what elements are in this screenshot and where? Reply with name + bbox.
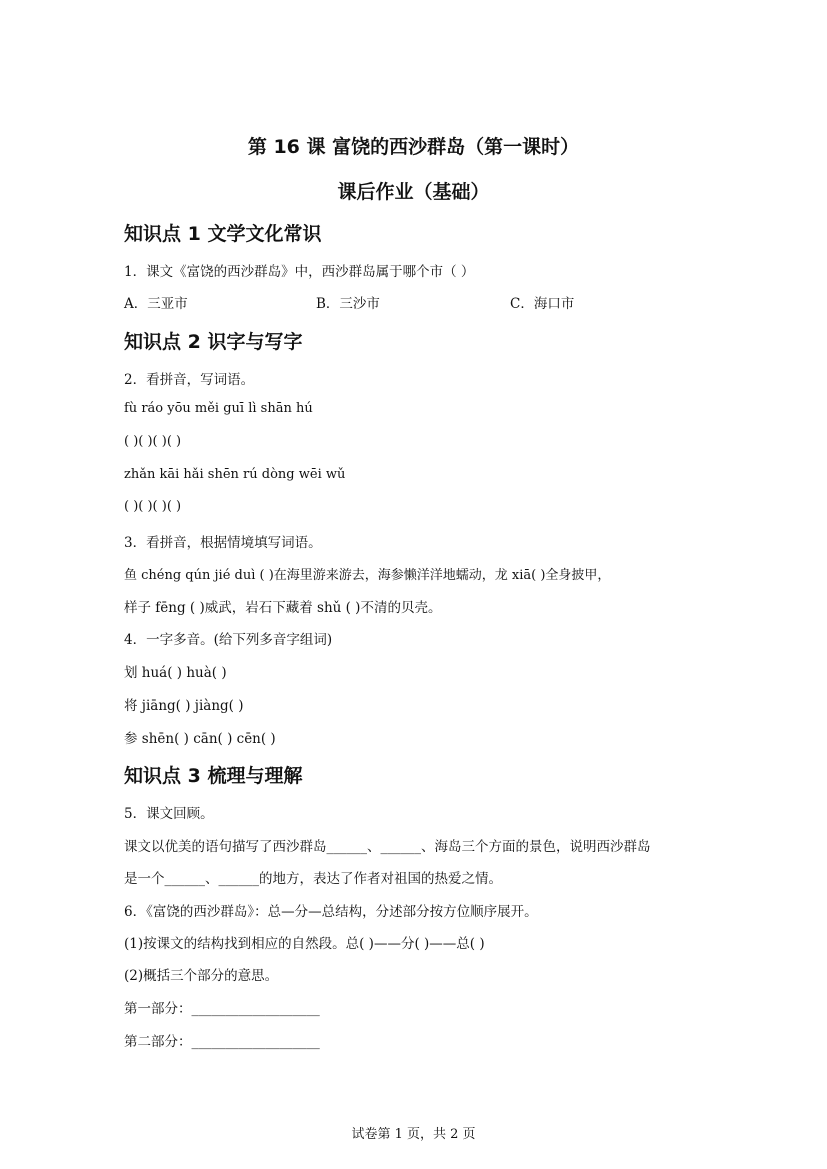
page-footer: 试卷第 1 页，共 2 页 [351, 1127, 476, 1142]
question-6-sub-1: (1)按课文的结构找到相应的自然段。总( )——分( )——总( ) [124, 936, 485, 952]
question-4-line-1: 划 huá( ) huà( ) [124, 665, 227, 681]
question-6-sub-2: (2)概括三个部分的意思。 [124, 968, 279, 984]
question-4-line-2: 将 jiāng( ) jiàng( ) [124, 698, 244, 714]
question-2-blanks-1: ( )( )( )( ) [124, 434, 182, 449]
question-1-option-c: C．海口市 [510, 296, 575, 312]
question-1-option-b: B．三沙市 [316, 296, 380, 312]
question-2-pinyin-1: fù ráo yōu měi guī lì shān hú [124, 401, 313, 416]
page-subtitle: 课后作业（基础） [337, 181, 490, 203]
question-5-line-2: 是一个______、______的地方，表达了作者对祖国的热爱之情。 [124, 871, 502, 887]
section-heading-2: 知识点 2 识字与写字 [124, 331, 303, 353]
question-6-stem: 6．《富饶的西沙群岛》：总—分—总结构，分述部分按方位顺序展开。 [124, 904, 538, 920]
question-4-stem: 4．一字多音。(给下列多音字组词) [124, 632, 333, 648]
question-2-pinyin-2: zhǎn kāi hǎi shēn rú dòng wēi wǔ [124, 467, 346, 482]
question-2-blanks-2: ( )( )( )( ) [124, 499, 182, 514]
section-heading-1: 知识点 1 文学文化常识 [124, 223, 322, 245]
question-5-stem: 5．课文回顾。 [124, 806, 214, 822]
question-1-stem: 1．课文《富饶的西沙群岛》中，西沙群岛属于哪个市（ ） [124, 264, 475, 280]
question-6-part-1: 第一部分：___________________ [124, 1001, 320, 1017]
question-3-line-1: 鱼 chéng qún jié duì ( )在海里游来游去，海参懒洋洋地蠕动，龙 xiā( )全身披甲， [124, 568, 611, 583]
question-1-option-a: A．三亚市 [124, 296, 188, 312]
question-5-line-1: 课文以优美的语句描写了西沙群岛______、______、海岛三个方面的景色，说明西沙群岛 [124, 839, 651, 855]
section-heading-3: 知识点 3 梳理与理解 [124, 765, 303, 787]
question-6-part-2: 第二部分：___________________ [124, 1034, 320, 1050]
question-3-line-2: 样子 fēng ( )威武，岩石下藏着 shǔ ( )不清的贝壳。 [124, 600, 442, 616]
question-4-line-3: 参 shēn( ) cān( ) cēn( ) [124, 731, 276, 747]
question-2-stem: 2．看拼音，写词语。 [124, 372, 255, 388]
page-title: 第 16 课 富饶的西沙群岛（第一课时） [247, 136, 580, 158]
question-3-stem: 3．看拼音，根据情境填写词语。 [124, 535, 322, 551]
